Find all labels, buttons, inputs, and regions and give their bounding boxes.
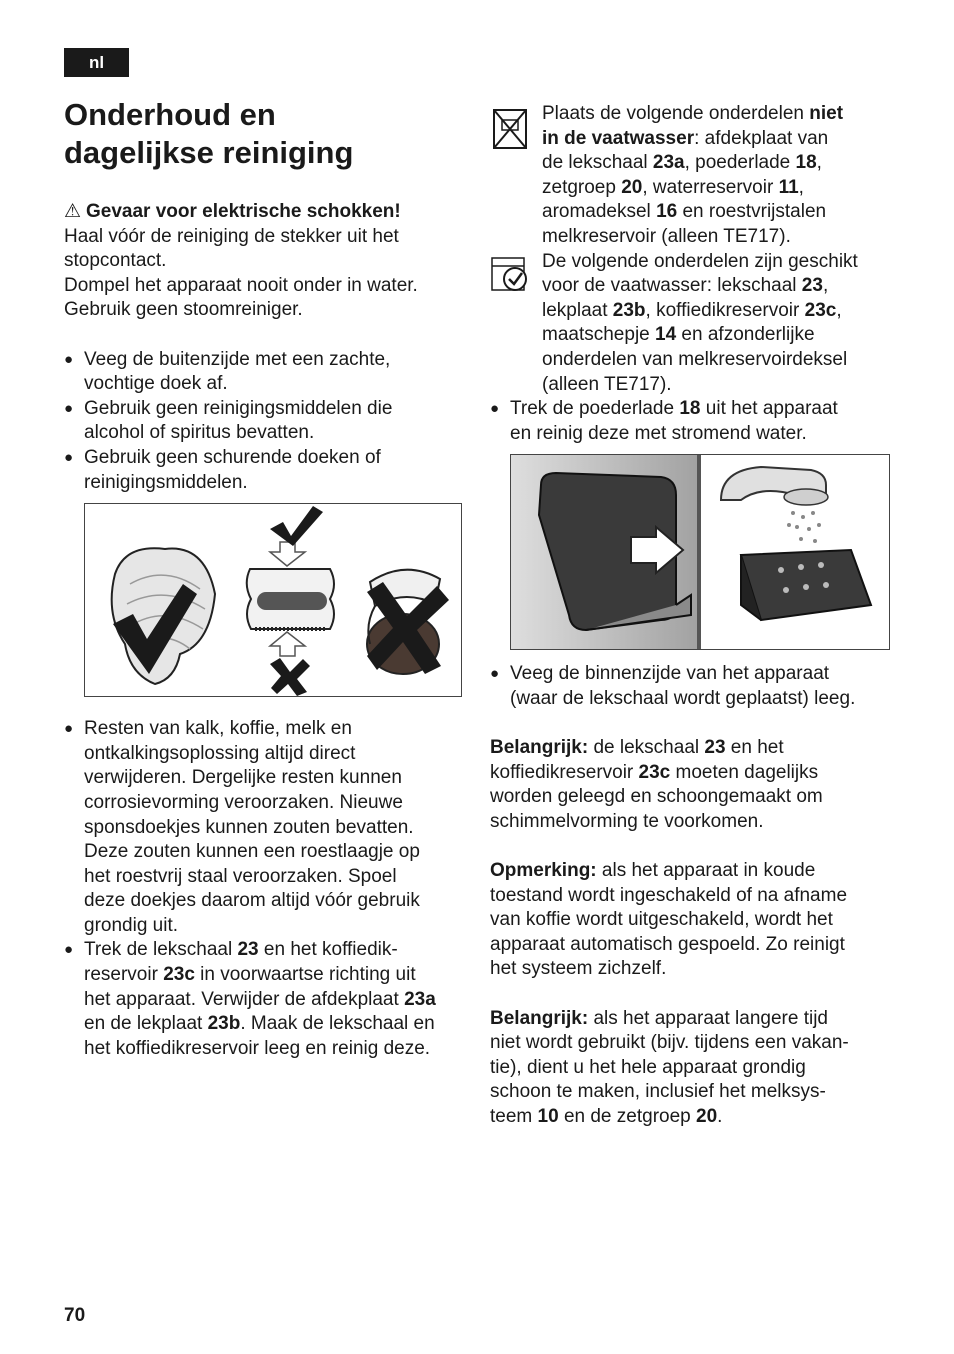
list-item: ● Gebruik geen reinigingsmiddelen die alcohol of spiritus bevatten. <box>64 397 393 444</box>
warning-heading: ⚠ Gevaar voor elektrische schokken! <box>64 200 464 225</box>
remove-drawer-illustration <box>511 455 701 649</box>
sponge-illustration <box>247 569 334 629</box>
not-dishwasher-note: Plaats de volgende onderdelen niet in de vaatwasser: afdekplaat van de lekschaal 23a, poederlade 18, zetgroep 20, waterreservoir 11, aromadeksel 16 en roestvrijstalen melkreservoir (alleen TE717). <box>490 102 890 250</box>
bullet-icon: ● <box>64 448 74 466</box>
powder-drawer-figure <box>510 454 890 650</box>
list-item: ● Trek de poederlade 18 uit het apparaat en reinig deze met stromend water. <box>490 398 838 444</box>
page-number: 70 <box>64 1305 86 1326</box>
left-column: ⚠ Gevaar voor elektrische schokken! Haal vóór de reiniging de stekker uit het stopcontact. Dompel het apparaat nooit onder in water. Gebruik geen stoomreiniger. ● Veeg de buitenzijde met een zachte, vochtige doek af. ● Gebruik geen reinigingsmiddelen die alcohol of spiritus bevatten. ● Gebruik geen schurende doeken of reinigingsmiddelen. ● Resten van kalk, koffie, melk en ontkalkingsoplossing altijd direct verwijderen. Dergelijke resten kunnen corrosievorming veroorzaken. Nieuwe sponsdoekjes kunnen zouten bevatten. Deze zouten kunnen een roestlaagje op het roestvrij staal veroorzaken. Spoel deze doekjes daarom altijd vóór gebruik grondig uit. ● Trek de lekschaal 23 en het koffiedik- reservoir 23c in voorwaartse richting uit het apparaat. Verwijder de afdekplaat 23a en de lekplaat 23b. Maak de lekschaal en het koffiedikreservoir leeg en reinig deze. <box>64 200 464 1061</box>
bullet-icon: ● <box>64 720 74 738</box>
list-item: ● Trek de lekschaal 23 en het koffiedik- reservoir 23c in voorwaartse richting uit het apparaat. Verwijder de afdekplaat 23a en de lekplaat 23b. Maak de lekschaal en het koffiedikreservoir leeg en reinig deze. <box>64 939 436 1059</box>
arrow-up-icon <box>270 632 305 656</box>
right-column <box>490 102 890 1130</box>
checkmark-icon <box>270 506 323 546</box>
remark-note: Opmerking: als het apparaat in koude toestand wordt ingeschakeld of na afname van koffie wordt uitgeschakeld, wordt het apparaat automatisch gespoeld. Zo reinigt het systeem zichzelf. <box>490 860 848 980</box>
cleaning-cloth-figure <box>84 503 462 697</box>
rinse-drawer-illustration <box>701 455 889 649</box>
bullet-icon: ● <box>490 665 500 683</box>
cross-icon <box>270 658 310 696</box>
bullet-icon: ● <box>490 400 500 418</box>
list-item: ● Gebruik geen schurende doeken of reinigingsmiddelen. <box>64 446 381 493</box>
list-item: ● Veeg de binnenzijde van het apparaat (waar de lekschaal wordt geplaatst) leeg. <box>490 663 856 709</box>
important-note-1: Belangrijk: de lekschaal 23 en het koffiedikreservoir 23c moeten dagelijks worden geleegd en schoongemaakt om schimmelvorming te voorkomen. <box>490 737 823 832</box>
page-title: Onderhoud en dagelijkse reiniging <box>64 97 354 170</box>
arrow-down-icon <box>270 542 305 566</box>
bullet-icon: ● <box>64 350 74 368</box>
important-note-2: Belangrijk: als het apparaat langere tijd niet wordt gebruikt (bijv. tijdens een vakan- tie), dient u het hele apparaat grondig schoon te maken, inclusief het melksys- teem 10 en de zetgroep 20. <box>490 1007 849 1127</box>
language-tab: nl <box>64 48 129 77</box>
list-item: ● Veeg de buitenzijde met een zachte, vochtige doek af. <box>64 348 391 395</box>
dishwasher-ok-icon <box>490 254 530 294</box>
no-dishwasher-icon <box>490 106 530 150</box>
dishwasher-ok-note: De volgende onderdelen zijn geschikt voor de vaatwasser: lekschaal 23, lekplaat 23b, koffiedikreservoir 23c, maatschepje 14 en afzonderlijke onderdelen van melkreservoirdeksel (alleen TE717). <box>490 250 890 398</box>
list-item: ● Resten van kalk, koffie, melk en ontkalkingsoplossing altijd direct verwijderen. Dergelijke resten kunnen corrosievorming veroorzaken. Nieuwe sponsdoekjes kunnen zouten bevatten. Deze zouten kunnen een roestlaagje op het roestvrij staal veroorzaken. Spoel deze doekjes daarom altijd vóór gebruik grondig uit. <box>64 718 420 936</box>
bullet-icon: ● <box>64 941 74 959</box>
bullet-icon: ● <box>64 399 74 417</box>
warning-triangle-icon: ⚠ <box>64 201 82 222</box>
